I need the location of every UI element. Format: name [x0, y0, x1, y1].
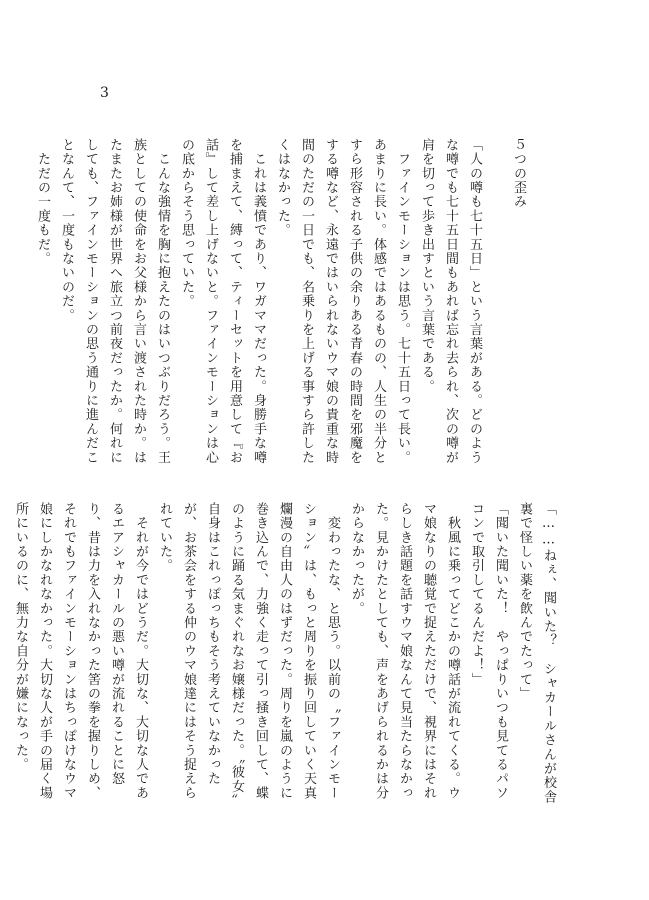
- lower-text-block: [13, 502, 560, 812]
- paragraph: 「人の噂も七十五日」という言葉がある。どのような噂でも七十五日間もあれば忘れ去られ、次の噂が肩を切って歩き出すという言葉である。: [419, 138, 482, 465]
- paragraph: ファインモーションは思う。七十五日って長い。あまりに長い。体感ではあるものの、人生の半分とすら形容される子供の余りある青春の時間を邪魔をする噂など、永遠ではいられないウマ娘の貴重な時間のただの一日でも、名乗りを上げる事すら許したくはなかった。: [275, 138, 410, 465]
- paragraph: ただの一度もだ。: [35, 138, 50, 266]
- paragraph: こんな強情を胸に抱えたのはいつぶりだろう。王族としての使命をお父様から言い渡された時か。はたまたお姉様が世界へ旅立つ前夜だったか。何れにしても、ファインモーションの思う通りに進んだことなんて、一度もないのだ。: [59, 138, 170, 465]
- page-number: 3: [100, 85, 109, 101]
- upper-text-block: [35, 138, 530, 468]
- paragraph: 変わったな、と思う。以前の〝ファインモーション〟は、もっと周りを振り回していく天真爛漫の自由人のはずだった。周りを嵐のように巻き込んで、力強く走って引っ掻き回して、蝶のように踊る気まぐれなお嬢様だった。〝彼女〟自身はこれっぽっちもそう考えていなかったが、お茶会をする仲のウマ娘達にはそう捉えられていた。: [157, 502, 340, 808]
- paragraph: 「……ねぇ、聞いた？ シャカールさんが校舎裏で怪しい薬を飲んでたって」: [517, 502, 556, 805]
- paragraph: 「聞いた聞いた！ やっぱりいつも見てるパソコンで取引してるんだよ！」: [469, 502, 508, 801]
- paragraph: これは義憤であり、ワガママだった。身勝手な噂を捕まえて、縛って、ティーセットを用意して『お話』して差し上げないと。ファインモーションは心の底からそう思っていた。: [179, 138, 266, 465]
- chapter-title: ５つの歪み: [511, 138, 526, 209]
- paragraph: 秋風に乗ってどこかの噂話が流れてくる。ウマ娘なりの聴覚で捉えただけで、視界にはそれらしき話題を話すウマ娘なんて見当たらなかった。見かけたとしても、声をあげられるかは分からなかったが。: [349, 502, 460, 801]
- paragraph: それが今ではどうだ。大切な、大切な人であるエアシャカールの悪い噂が流れることに怒り、昔は力を入れなかった筈の拳を握りしめ、それでもファインモーションはちっぽけなウマ娘にしかなれなかった。大切な人が手の届く場所にいるのに、無力な自分が嫌になった。: [13, 502, 148, 801]
